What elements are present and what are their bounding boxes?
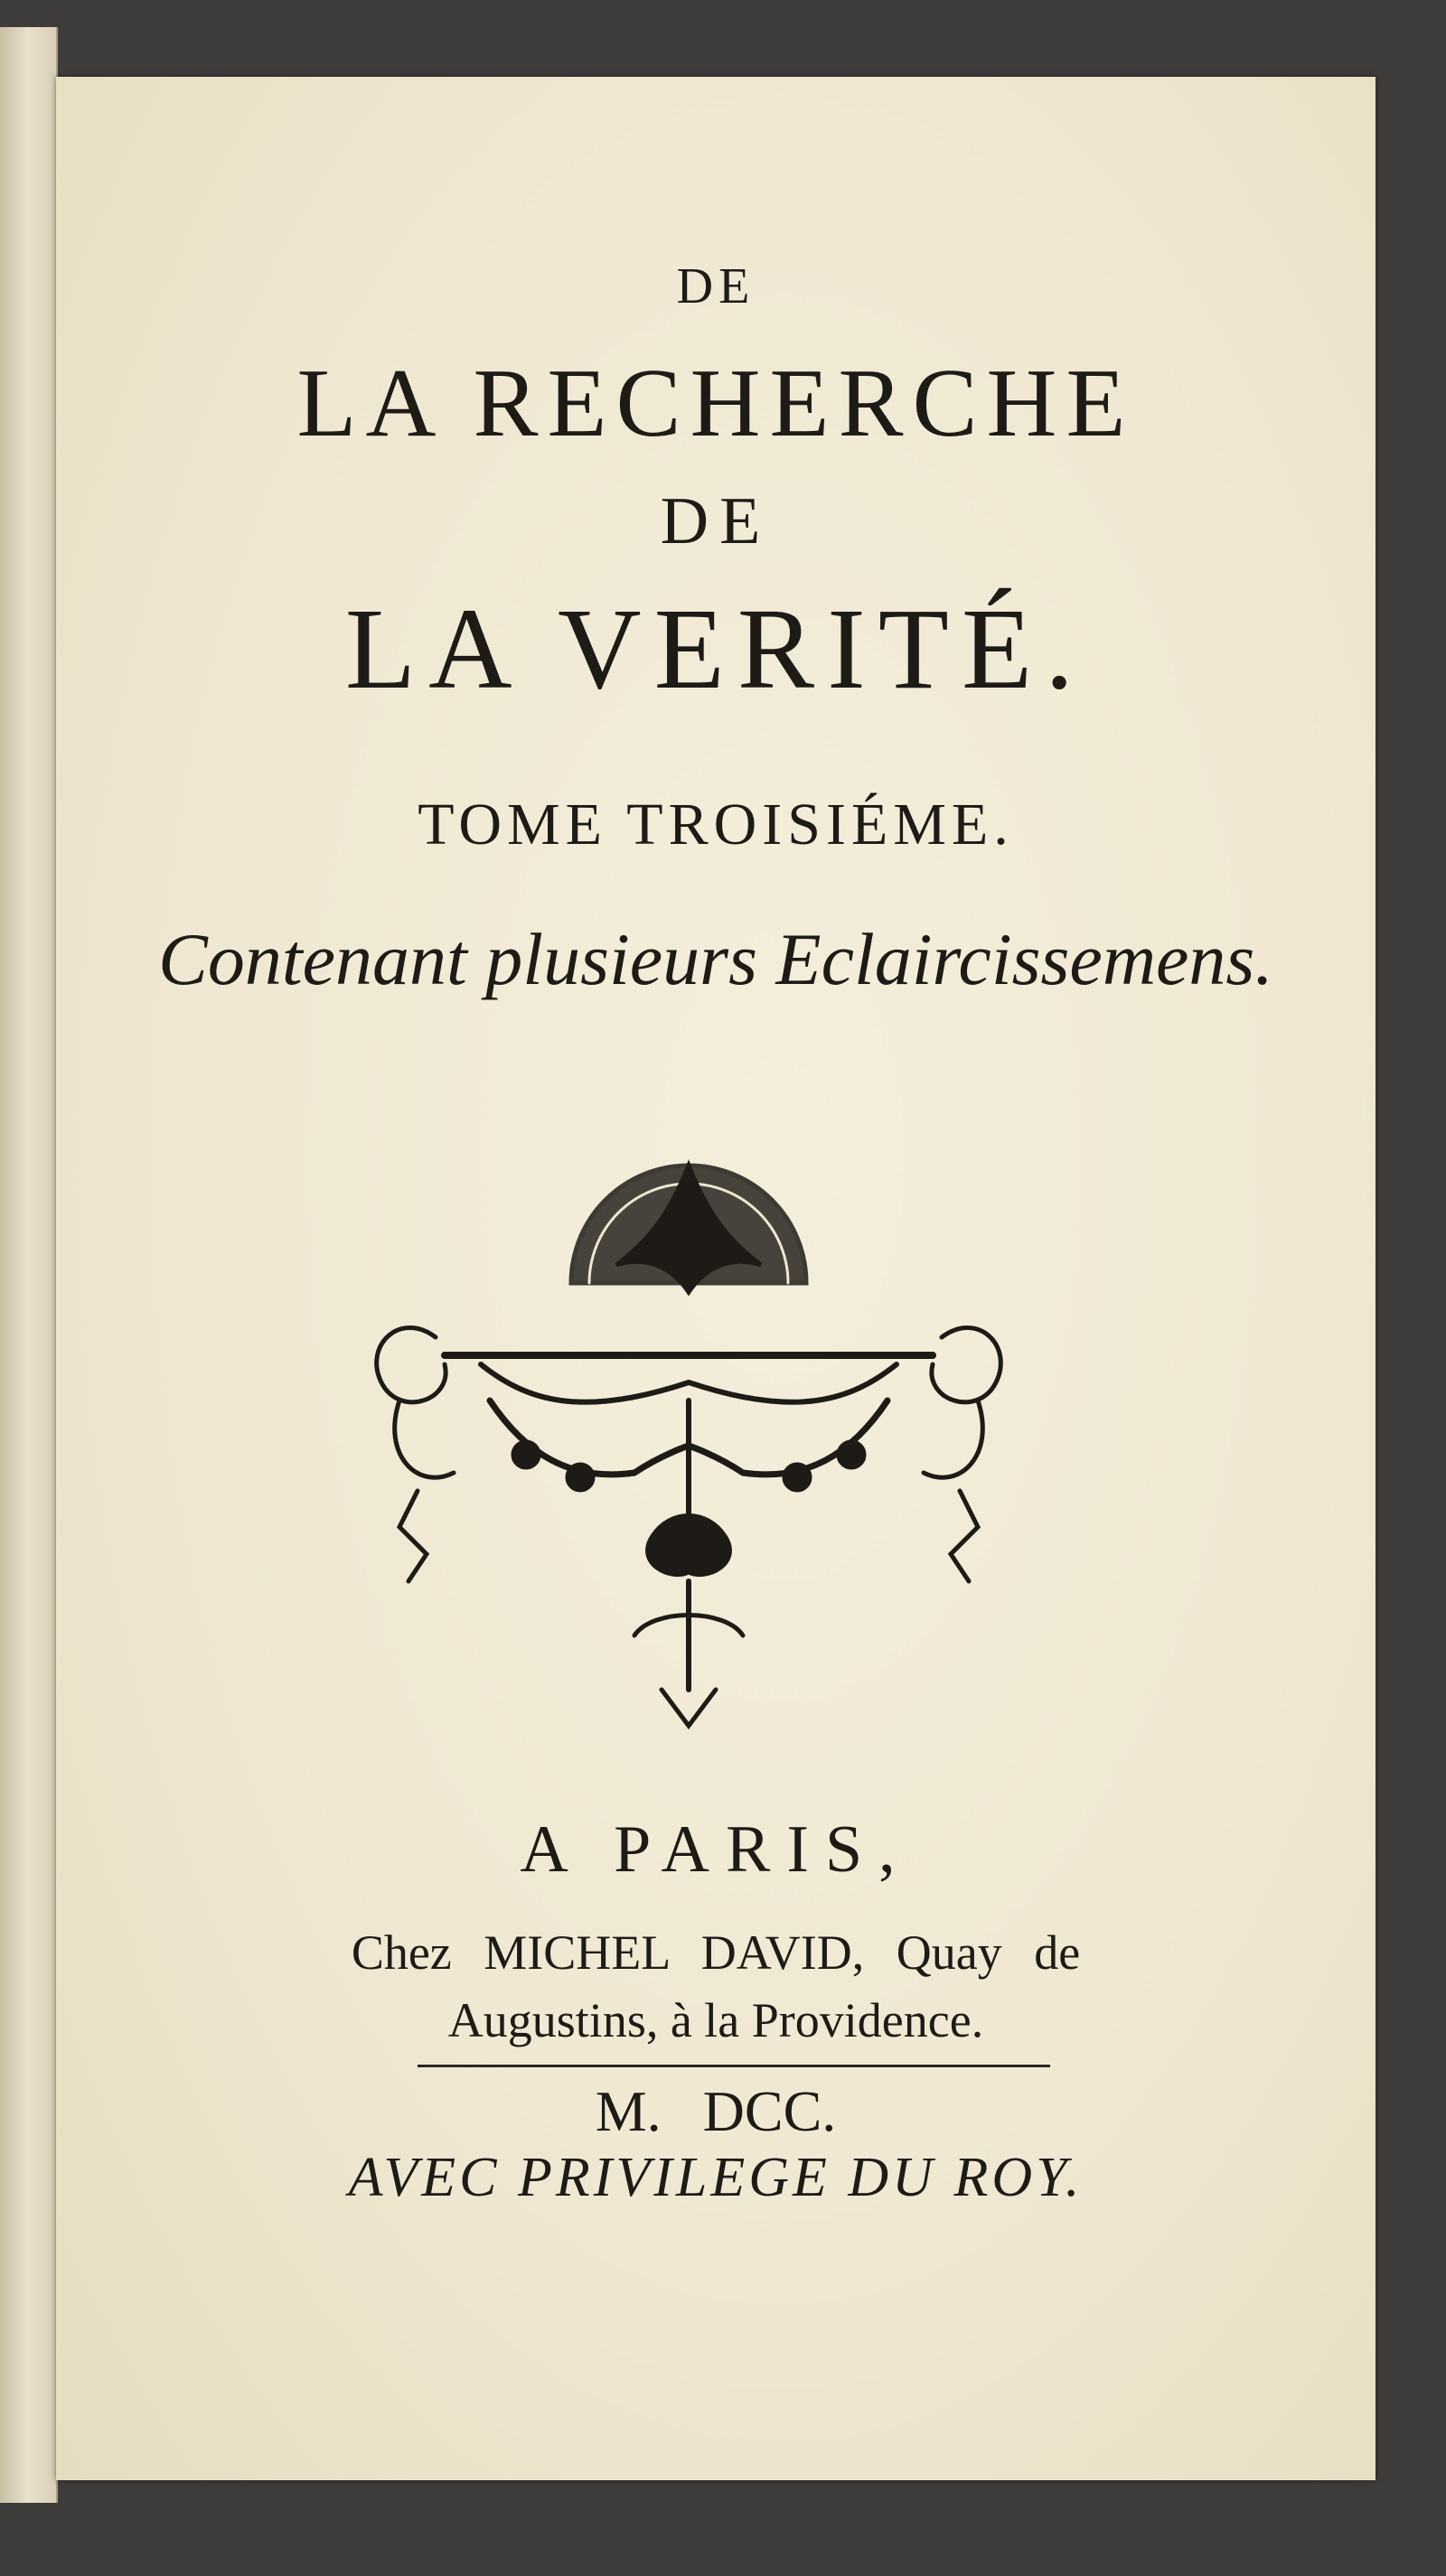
title-page — [56, 77, 1376, 2480]
royal-privilege: AVEC PRIVILEGE DU ROY. — [348, 2147, 1084, 2208]
imprint-address: Augustins, à la Providence. — [447, 1993, 984, 2047]
title-line-la-recherche: LA RECHERCHE — [296, 350, 1135, 457]
volume-label: TOME TROISIÉME. — [418, 792, 1014, 857]
title-line-la-verite: LA VERITÉ. — [344, 585, 1087, 713]
imprint-year: M. DCC. — [595, 2079, 837, 2143]
title-line-de-2: DE — [660, 484, 772, 558]
subtitle: Contenant plusieurs Eclaircissemens. — [158, 918, 1273, 1000]
imprint-city: A PARIS, — [520, 1813, 912, 1887]
printer-ornament-icon — [345, 1129, 1032, 1771]
horizontal-rule — [418, 2065, 1050, 2067]
imprint-publisher: Chez MICHEL DAVID, Quay de — [351, 1925, 1081, 1980]
book-spine-edge — [0, 27, 58, 2503]
title-line-de: DE — [676, 258, 756, 314]
